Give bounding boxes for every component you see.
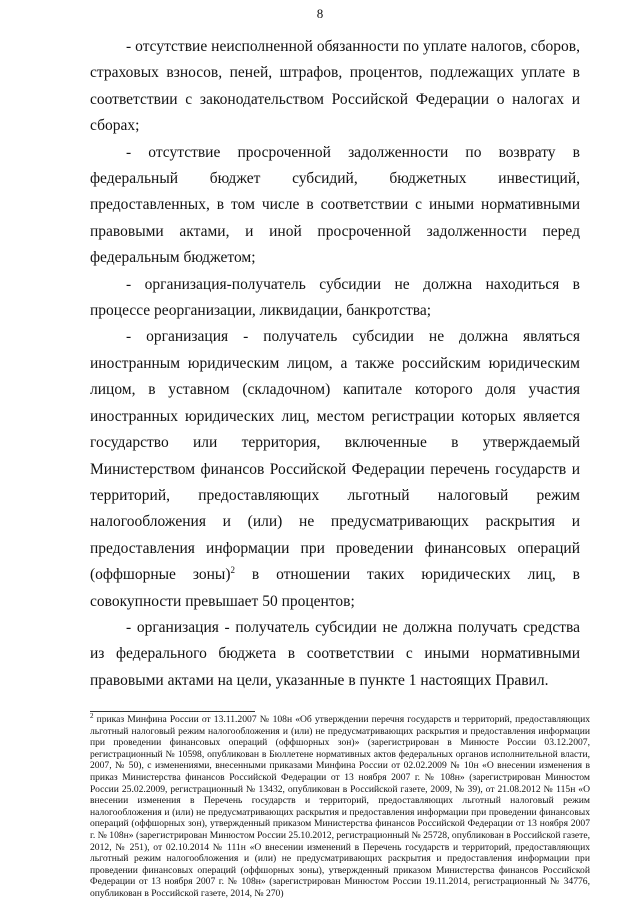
footnote-marker: 2 [90, 711, 94, 720]
footnote-reference: 2 [230, 564, 235, 575]
page-number: 8 [316, 6, 324, 21]
paragraph-reorganization: - организация-получатель субсидии не должна находиться в процессе реорганизации, ликвидации, банкротства; [90, 275, 580, 320]
footnote-separator [90, 711, 255, 712]
paragraph-other-funding: - организация - получатель субсидии не должна получать средства из федерального бюджета в соответствии с иными нормативными правовыми актами на цели, указанные в пункте 1 настоящих Правил. [90, 618, 580, 689]
paragraph-foreign-entity [90, 324, 580, 614]
footnote [90, 711, 590, 900]
paragraph-foreign-entity-text-end: в отношении таких юридических лиц, в совокупности превышает 50 процентов; [90, 566, 580, 610]
paragraph-foreign-entity-text-start: - организация - получатель субсидии не должна являться иностранным юридическим лицом, а также российским юридическим лицом, в уставном (складочном) капитале которого доля участия иностранных юридических лиц, местом регистрации которых является государство или территория, включенные в утверждаемый Министерством финансов Российской Федерации перечень государств и территорий, предоставляющих льготный налоговый режим налогообложения и (или) не предусматривающих раскрытия и предоставления информации при проведении финансовых операций (оффшорные зоны) [90, 328, 580, 584]
body-text [90, 34, 580, 694]
footnote-text: приказ Минфина России от 13.11.2007 № 108н «Об утверждении перечня государств и территорий, предоставляющих льготный налоговый режим налогообложения и (или) не предусматривающих раскрытия и предоставления информации при проведении финансовых операций (оффшорных зон)» (зарегистрирован в Минюсте России 03.12.2007, регистрационный № 10598, опубликован в Бюллетене нормативных актов федеральных органов исполнительной власти, 2007, № 50), с изменениями, внесенными приказами Минфина России от 02.02.2009 № 10н «О внесении изменения в приказ Министерства финансов Российской Федерации от 13 ноября 2007 г. № 108н» (зарегистрирован Минюстом России 25.02.2009, регистрационный № 13432, опубликован в Российской газете, 2009, № 39), от 21.08.2012 № 115н «О внесении изменения в Перечень государств и территорий, предоставляющих льготный налоговый режим налогообложения и (или) не предусматривающих раскрытия и предоставления информации при проведении финансовых операций (оффшорных зон), утвержденный приказом Министерства финансов Российской Федерации от 13 ноября 2007 г. № 108н» (зарегистрирован Минюстом России 25.10.2012, регистрационный № 25728, опубликован в Российской газете, 2012, № 251), от 02.10.2014 № 111н «О внесении изменений в Перечень государств и территорий, предоставляющих льготный режим налогообложения и (или) не предусматривающих раскрытия и предоставления информации при проведении финансовых операций (оффшорных зоны), утвержденный приказом Министерства финансов Российской Федерации от 13 ноября 2007 г. № 108н» (зарегистрирован Минюстом России 19.11.2014, регистрационный № 34776, опубликован в Российской газете, 2014, № 270) [90, 714, 590, 899]
paragraph-budget-debt: - отсутствие просроченной задолженности по возврату в федеральный бюджет субсидий, бюджетных инвестиций, предоставленных, в том числе в соответствии с иными нормативными правовыми актами, и иной просроченной задолженности перед федеральным бюджетом; [90, 143, 580, 267]
paragraph-tax-obligations: - отсутствие неисполненной обязанности по уплате налогов, сборов, страховых взносов, пеней, штрафов, процентов, подлежащих уплате в соответствии с законодательством Российской Федерации о налогах и сборах; [90, 38, 580, 135]
